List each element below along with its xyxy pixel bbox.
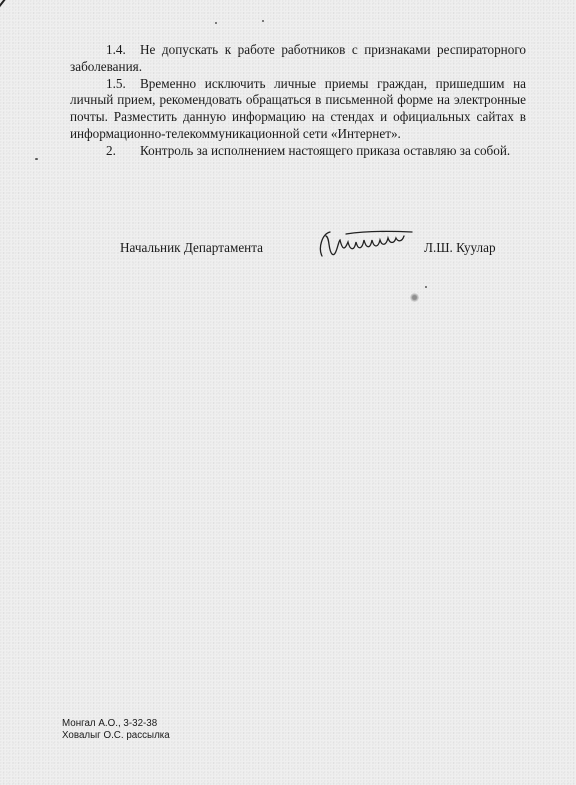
scan-speck	[35, 158, 38, 160]
scan-corner-mark	[0, 0, 36, 31]
signer-position: Начальник Департамента	[120, 240, 264, 255]
footer-distribution-line: Ховалыг О.С. рассылка	[62, 730, 170, 741]
scan-speck	[262, 20, 264, 22]
document-body	[70, 42, 526, 160]
scan-speck	[425, 286, 427, 288]
footer-executor-line: Монгал А.О., 3-32-38	[62, 718, 158, 729]
paragraph-text: Не допускать к работе работников с признаками респираторного заболевания.	[70, 42, 526, 74]
paragraph-text: Временно исключить личные приемы граждан, пришедшим на личный прием, рекомендовать обращаться в письменной форме на электронные почты. Разместить данную информацию на стендах и официальных сайтах в информационно-телекоммуникационной сети «Интернет».	[70, 75, 526, 141]
paragraph-number: 1.4.	[106, 42, 126, 57]
scan-speck	[215, 22, 217, 24]
signature-block	[120, 232, 520, 262]
ink-blot-mark	[410, 293, 419, 302]
paragraph-1-5	[70, 76, 526, 143]
signer-name: Л.Ш. Куулар	[424, 240, 496, 255]
paragraph-number: 2.	[106, 142, 116, 158]
handwritten-signature	[316, 228, 416, 260]
paragraph-2	[70, 143, 526, 160]
paragraph-number: 1.5.	[106, 75, 126, 91]
paragraph-text: Контроль за исполнением настоящего приказа оставляю за собой.	[140, 142, 511, 158]
paragraph-1-4	[70, 42, 526, 76]
footer-notes	[62, 718, 170, 742]
